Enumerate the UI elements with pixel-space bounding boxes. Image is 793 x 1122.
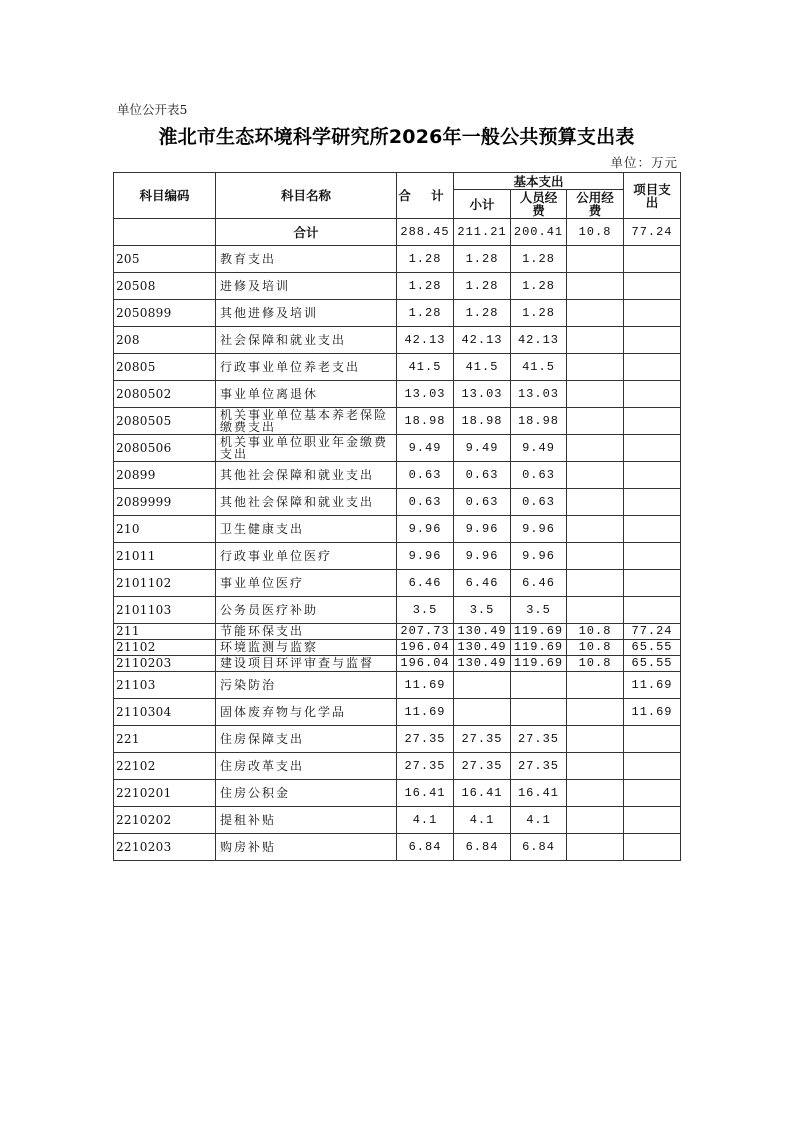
cell-personnel: 16.41 (511, 780, 567, 807)
cell-personnel: 27.35 (511, 753, 567, 780)
cell-subtotal: 4.1 (454, 807, 511, 834)
cell-public (567, 807, 624, 834)
cell-public (567, 435, 624, 462)
table-row (114, 656, 681, 672)
table-row (114, 408, 681, 435)
cell-total: 1.28 (397, 246, 454, 273)
cell-total: 9.96 (397, 516, 454, 543)
table-row (114, 489, 681, 516)
table-row (114, 273, 681, 300)
table-row (114, 780, 681, 807)
cell-personnel: 1.28 (511, 273, 567, 300)
cell-total: 9.96 (397, 543, 454, 570)
cell-name: 公务员医疗补助 (216, 597, 397, 624)
table-row (114, 834, 681, 861)
table-row (114, 300, 681, 327)
cell-public (567, 597, 624, 624)
cell-personnel: 119.69 (511, 640, 567, 656)
table-row (114, 807, 681, 834)
cell-code: 2080502 (114, 381, 216, 408)
cell-subtotal: 18.98 (454, 408, 511, 435)
cell-name: 行政事业单位医疗 (216, 543, 397, 570)
total-public: 10.8 (567, 219, 624, 246)
total-code-cell (114, 219, 216, 246)
cell-code: 21011 (114, 543, 216, 570)
cell-total: 0.63 (397, 489, 454, 516)
cell-subtotal (454, 672, 511, 699)
cell-name: 社会保障和就业支出 (216, 327, 397, 354)
cell-subtotal: 130.49 (454, 624, 511, 640)
header-public: 公用经费 (567, 190, 624, 219)
cell-project (624, 381, 681, 408)
table-row (114, 354, 681, 381)
cell-personnel: 0.63 (511, 489, 567, 516)
cell-project: 77.24 (624, 624, 681, 640)
cell-name: 其他社会保障和就业支出 (216, 489, 397, 516)
header-code: 科目编码 (114, 173, 216, 219)
header-total: 合 计 (397, 173, 454, 219)
cell-personnel: 1.28 (511, 300, 567, 327)
cell-project (624, 435, 681, 462)
table-row (114, 381, 681, 408)
cell-total: 13.03 (397, 381, 454, 408)
table-row (114, 624, 681, 640)
cell-subtotal: 0.63 (454, 489, 511, 516)
cell-subtotal: 13.03 (454, 381, 511, 408)
form-label: 单位公开表5 (117, 102, 188, 117)
cell-code: 2110203 (114, 656, 216, 672)
cell-public: 10.8 (567, 640, 624, 656)
cell-name: 其他进修及培训 (216, 300, 397, 327)
cell-total: 9.49 (397, 435, 454, 462)
table-row (114, 726, 681, 753)
cell-project (624, 489, 681, 516)
cell-code: 2080506 (114, 435, 216, 462)
cell-name: 购房补贴 (216, 834, 397, 861)
table-row (114, 753, 681, 780)
cell-code: 2101102 (114, 570, 216, 597)
cell-subtotal: 1.28 (454, 300, 511, 327)
cell-personnel: 18.98 (511, 408, 567, 435)
cell-subtotal: 27.35 (454, 726, 511, 753)
table-row (114, 516, 681, 543)
table-row (114, 543, 681, 570)
cell-total: 6.46 (397, 570, 454, 597)
cell-subtotal: 0.63 (454, 462, 511, 489)
cell-project (624, 462, 681, 489)
cell-personnel: 119.69 (511, 656, 567, 672)
cell-code: 2210202 (114, 807, 216, 834)
cell-project (624, 327, 681, 354)
cell-name: 机关事业单位基本养老保险缴费支出 (216, 408, 397, 435)
cell-subtotal: 6.46 (454, 570, 511, 597)
cell-project (624, 834, 681, 861)
table-row (114, 597, 681, 624)
cell-subtotal: 9.96 (454, 516, 511, 543)
cell-name: 环境监测与监察 (216, 640, 397, 656)
cell-project: 11.69 (624, 699, 681, 726)
cell-name: 住房保障支出 (216, 726, 397, 753)
cell-public (567, 273, 624, 300)
total-project: 77.24 (624, 219, 681, 246)
cell-public (567, 834, 624, 861)
cell-name: 固体废弃物与化学品 (216, 699, 397, 726)
cell-public (567, 753, 624, 780)
cell-name: 行政事业单位养老支出 (216, 354, 397, 381)
cell-total: 207.73 (397, 624, 454, 640)
cell-code: 2050899 (114, 300, 216, 327)
cell-total: 6.84 (397, 834, 454, 861)
cell-subtotal: 1.28 (454, 273, 511, 300)
cell-public (567, 300, 624, 327)
header-subtotal: 小计 (454, 190, 511, 219)
cell-code: 210 (114, 516, 216, 543)
cell-subtotal: 9.49 (454, 435, 511, 462)
cell-project (624, 246, 681, 273)
cell-project (624, 516, 681, 543)
cell-code: 2089999 (114, 489, 216, 516)
cell-personnel: 42.13 (511, 327, 567, 354)
table-row (114, 327, 681, 354)
cell-personnel: 13.03 (511, 381, 567, 408)
cell-personnel (511, 699, 567, 726)
cell-total: 16.41 (397, 780, 454, 807)
cell-name: 建设项目环评审查与监督 (216, 656, 397, 672)
cell-project: 11.69 (624, 672, 681, 699)
cell-total: 27.35 (397, 753, 454, 780)
cell-total: 1.28 (397, 300, 454, 327)
document-title: 淮北市生态环境科学研究所2026年一般公共预算支出表 (158, 126, 635, 148)
cell-name: 其他社会保障和就业支出 (216, 462, 397, 489)
cell-project (624, 354, 681, 381)
cell-personnel: 3.5 (511, 597, 567, 624)
total-personnel: 200.41 (511, 219, 567, 246)
total-subtotal: 211.21 (454, 219, 511, 246)
cell-public: 10.8 (567, 624, 624, 640)
table-row (114, 435, 681, 462)
cell-name: 机关事业单位职业年金缴费支出 (216, 435, 397, 462)
cell-subtotal: 9.96 (454, 543, 511, 570)
cell-public (567, 381, 624, 408)
cell-public (567, 516, 624, 543)
cell-personnel: 27.35 (511, 726, 567, 753)
cell-public (567, 543, 624, 570)
cell-subtotal: 42.13 (454, 327, 511, 354)
cell-public (567, 699, 624, 726)
cell-total: 11.69 (397, 699, 454, 726)
cell-project: 65.55 (624, 640, 681, 656)
cell-subtotal: 41.5 (454, 354, 511, 381)
cell-total: 4.1 (397, 807, 454, 834)
cell-subtotal: 6.84 (454, 834, 511, 861)
cell-public (567, 570, 624, 597)
cell-subtotal: 16.41 (454, 780, 511, 807)
cell-code: 20805 (114, 354, 216, 381)
cell-project: 65.55 (624, 656, 681, 672)
cell-subtotal (454, 699, 511, 726)
cell-personnel: 9.96 (511, 516, 567, 543)
cell-total: 18.98 (397, 408, 454, 435)
cell-personnel: 1.28 (511, 246, 567, 273)
cell-code: 205 (114, 246, 216, 273)
cell-name: 住房公积金 (216, 780, 397, 807)
cell-project (624, 807, 681, 834)
cell-subtotal: 130.49 (454, 656, 511, 672)
cell-subtotal: 130.49 (454, 640, 511, 656)
cell-personnel: 41.5 (511, 354, 567, 381)
cell-code: 208 (114, 327, 216, 354)
table-row (114, 246, 681, 273)
cell-project (624, 570, 681, 597)
cell-personnel: 119.69 (511, 624, 567, 640)
cell-personnel: 9.96 (511, 543, 567, 570)
header-row-1 (114, 173, 681, 190)
header-basic-expenditure: 基本支出 (454, 173, 624, 190)
cell-code: 2210201 (114, 780, 216, 807)
cell-total: 196.04 (397, 640, 454, 656)
cell-project (624, 543, 681, 570)
cell-code: 20899 (114, 462, 216, 489)
cell-code: 2101103 (114, 597, 216, 624)
cell-name: 事业单位离退休 (216, 381, 397, 408)
table-row (114, 570, 681, 597)
header-personnel: 人员经费 (511, 190, 567, 219)
table-row (114, 699, 681, 726)
cell-total: 3.5 (397, 597, 454, 624)
cell-name: 卫生健康支出 (216, 516, 397, 543)
cell-public (567, 672, 624, 699)
cell-personnel: 0.63 (511, 462, 567, 489)
header-project-expenditure: 项目支出 (624, 173, 681, 219)
cell-project (624, 597, 681, 624)
cell-subtotal: 3.5 (454, 597, 511, 624)
cell-personnel: 4.1 (511, 807, 567, 834)
cell-public (567, 354, 624, 381)
cell-public (567, 726, 624, 753)
cell-public (567, 408, 624, 435)
cell-code: 21102 (114, 640, 216, 656)
cell-code: 211 (114, 624, 216, 640)
cell-name: 事业单位医疗 (216, 570, 397, 597)
budget-expenditure-table (113, 172, 681, 861)
cell-code: 221 (114, 726, 216, 753)
unit-label: 单位：万元 (610, 155, 678, 170)
cell-total: 196.04 (397, 656, 454, 672)
cell-total: 11.69 (397, 672, 454, 699)
cell-project (624, 753, 681, 780)
cell-personnel: 9.49 (511, 435, 567, 462)
cell-name: 进修及培训 (216, 273, 397, 300)
cell-total: 27.35 (397, 726, 454, 753)
cell-subtotal: 27.35 (454, 753, 511, 780)
cell-total: 42.13 (397, 327, 454, 354)
cell-personnel (511, 672, 567, 699)
cell-name: 节能环保支出 (216, 624, 397, 640)
cell-code: 2110304 (114, 699, 216, 726)
total-row (114, 219, 681, 246)
table-row (114, 672, 681, 699)
cell-code: 21103 (114, 672, 216, 699)
cell-public (567, 489, 624, 516)
table-row (114, 462, 681, 489)
cell-total: 1.28 (397, 273, 454, 300)
total-label: 合计 (216, 219, 397, 246)
cell-code: 20508 (114, 273, 216, 300)
cell-code: 2210203 (114, 834, 216, 861)
cell-public (567, 780, 624, 807)
cell-code: 2080505 (114, 408, 216, 435)
total-total: 288.45 (397, 219, 454, 246)
cell-code: 22102 (114, 753, 216, 780)
cell-project (624, 780, 681, 807)
cell-project (624, 300, 681, 327)
cell-personnel: 6.46 (511, 570, 567, 597)
cell-project (624, 408, 681, 435)
table-row (114, 640, 681, 656)
cell-subtotal: 1.28 (454, 246, 511, 273)
cell-public (567, 246, 624, 273)
cell-public: 10.8 (567, 656, 624, 672)
cell-public (567, 462, 624, 489)
cell-project (624, 726, 681, 753)
cell-project (624, 273, 681, 300)
cell-total: 41.5 (397, 354, 454, 381)
cell-name: 提租补贴 (216, 807, 397, 834)
cell-name: 住房改革支出 (216, 753, 397, 780)
cell-total: 0.63 (397, 462, 454, 489)
cell-personnel: 6.84 (511, 834, 567, 861)
header-name: 科目名称 (216, 173, 397, 219)
cell-public (567, 327, 624, 354)
cell-name: 教育支出 (216, 246, 397, 273)
cell-name: 污染防治 (216, 672, 397, 699)
